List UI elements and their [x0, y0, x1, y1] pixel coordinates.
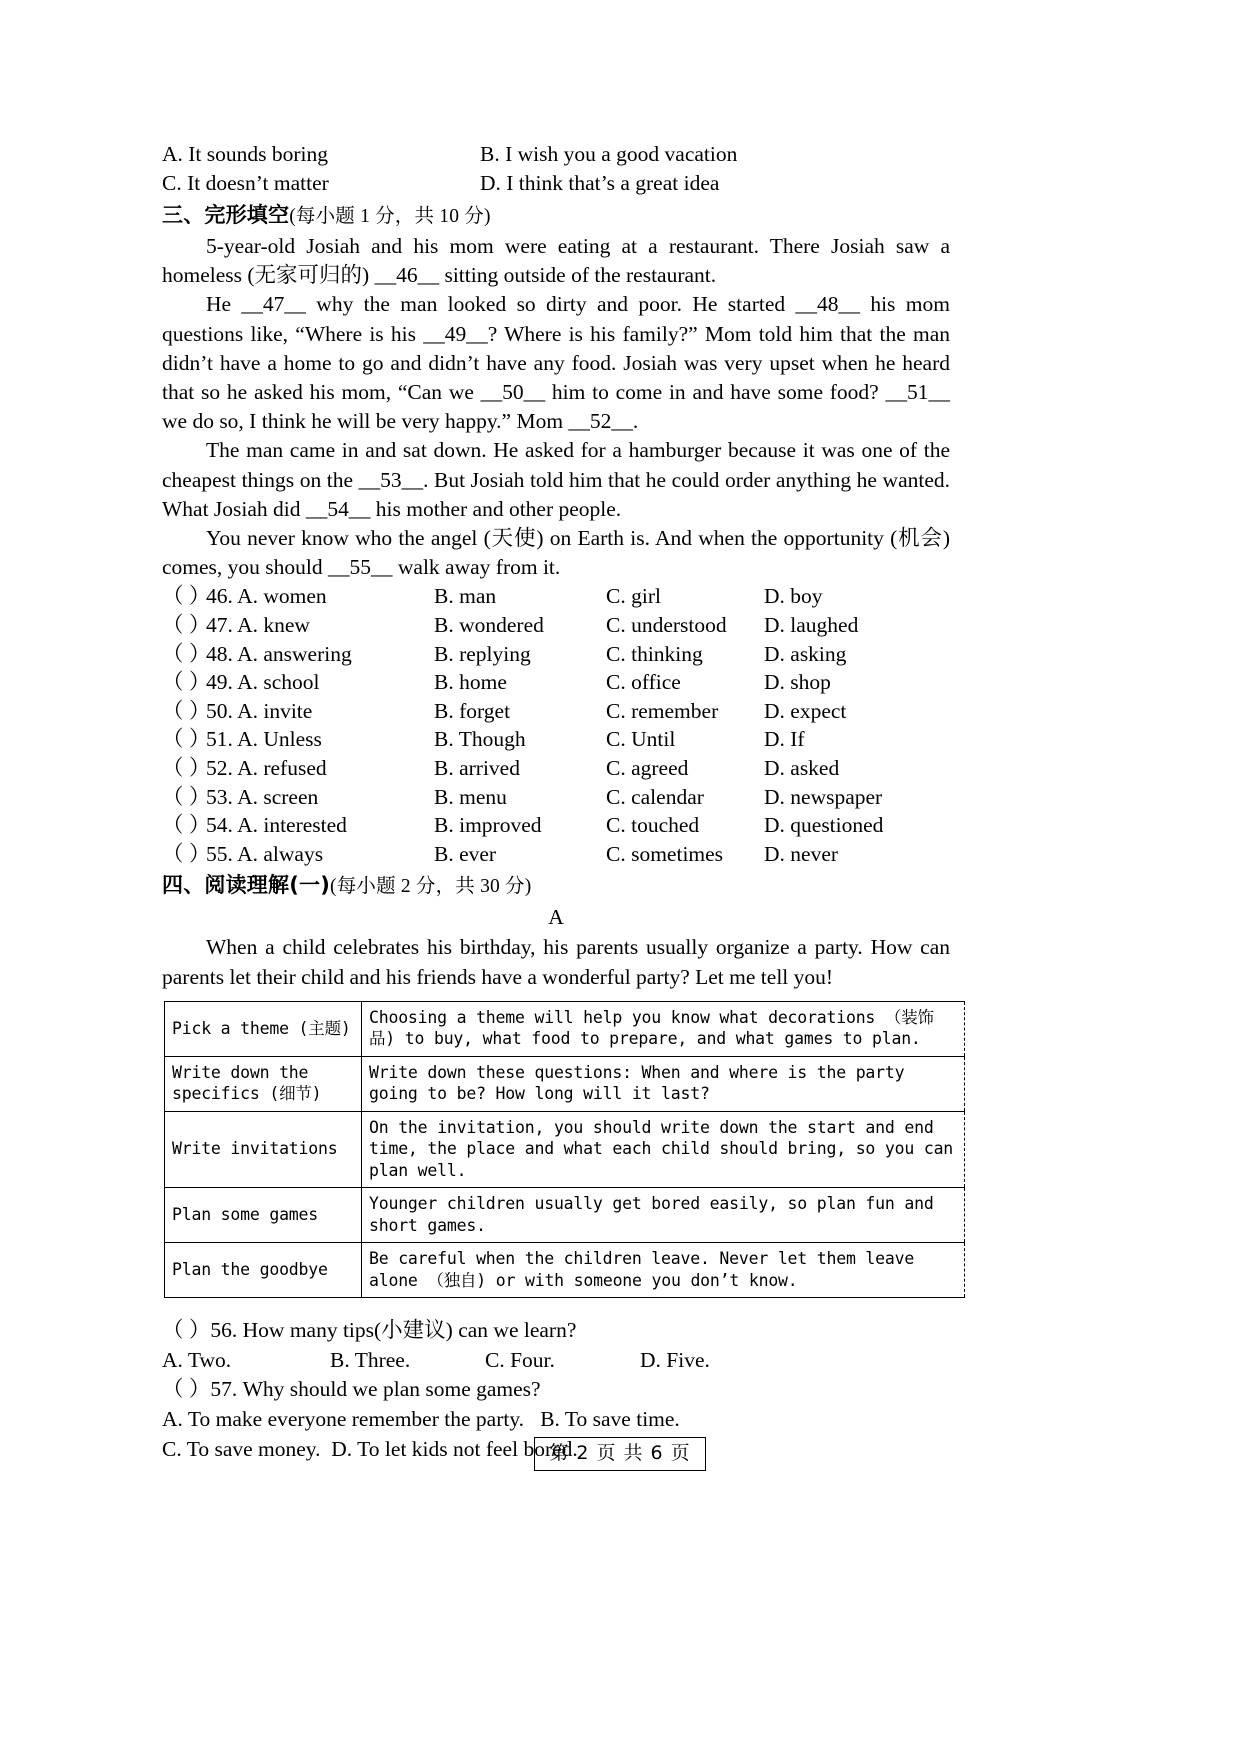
cloze-paragraph-1: 5-year-old Josiah and his mom were eating at a restaurant. There Josiah saw a homeless (无家可归的) __46__ sitting outside of the restaurant. — [162, 234, 950, 288]
answer-bracket[interactable]: （ ） — [162, 584, 211, 609]
choice-c[interactable]: C. touched — [606, 813, 700, 838]
section-heading-reading — [162, 870, 950, 902]
option-b[interactable]: B. To save time. — [540, 1407, 680, 1432]
cloze-choice-row[interactable] — [162, 783, 950, 812]
choice-b[interactable]: B. wondered — [434, 613, 544, 638]
choice-d[interactable]: D. If — [764, 727, 805, 752]
choice-a: 49. A. school — [206, 670, 320, 695]
option-a[interactable]: A. Two. — [162, 1347, 232, 1372]
question-stem: 56. How many tips(小建议) can we learn? — [210, 1318, 577, 1343]
answer-bracket[interactable]: （ ） — [162, 756, 211, 780]
choice-a: 54. A. interested — [206, 813, 347, 838]
page-footer — [0, 1437, 1240, 1471]
choice-d[interactable]: D. asked — [764, 756, 840, 780]
question-stem: 57. Why should we plan some games? — [210, 1377, 541, 1402]
choice-d[interactable]: D. boy — [764, 584, 823, 609]
cloze-paragraph-3: The man came in and sat down. He asked for a hamburger because it was one of the cheapest things on the __53__. But Josiah told him that he could order anything he wanted. What Josiah did __54__ his mother and other people. — [162, 438, 950, 521]
tip-detail: On the invitation, you should write down the start and end time, the place and what each child should bring, so you can plan well. — [362, 1111, 965, 1188]
reading-question-56-options[interactable] — [162, 1346, 950, 1376]
table-row — [165, 1111, 965, 1188]
option-a: A. It sounds boring — [162, 142, 329, 166]
tip-detail: Choosing a theme will help you know what decorations （装饰品) to buy, what food to prepare, and what games to plan. — [362, 1001, 965, 1056]
section-heading-cloze-score: (每小题 1 分，共 10 分) — [289, 206, 491, 227]
choice-b[interactable]: B. Though — [434, 727, 526, 752]
choice-c[interactable]: C. sometimes — [606, 841, 724, 866]
answer-bracket[interactable]: （ ） — [162, 670, 211, 695]
choice-c[interactable]: C. agreed — [606, 756, 689, 780]
tip-detail: Be careful when the children leave. Never let them leave alone （独自) or with someone you don’t know. — [362, 1243, 965, 1298]
choice-c[interactable]: C. office — [606, 670, 681, 695]
choice-d[interactable]: D. questioned — [764, 813, 884, 838]
option-c: C. It doesn’t matter — [162, 171, 329, 195]
choice-c[interactable]: C. girl — [606, 584, 661, 609]
answer-bracket[interactable]: （ ） — [162, 784, 211, 809]
cloze-choice-row[interactable] — [162, 840, 950, 869]
choice-b[interactable]: B. menu — [434, 784, 507, 809]
cloze-choice-row[interactable] — [162, 668, 950, 697]
passage-label-a: A — [548, 905, 564, 930]
cloze-choice-row[interactable] — [162, 611, 950, 640]
table-row — [165, 1056, 965, 1111]
cloze-choice-list — [162, 582, 950, 868]
answer-bracket[interactable]: （ ） — [162, 841, 211, 866]
page-content — [162, 140, 954, 1464]
page-number-label: 第 2 页 共 6 页 — [534, 1437, 705, 1471]
choice-a: 48. A. answering — [206, 641, 352, 666]
cloze-paragraph-2: He __47__ why the man looked so dirty and poor. He started __48__ his mom questions like, “Where is his __49__? Where is his family?” Mom told him that the man didn’t have a home to go and didn’t have any food. Josiah was very upset when he heard that so he asked his mom, “Can we __50__ him to come in and have some food? __51__ we do so, I think he will be very happy.” Mom __52__. — [162, 292, 950, 434]
option-a[interactable]: A. To make everyone remember the party. — [162, 1407, 525, 1432]
section-heading-reading-title: 四、阅读理解(一) — [162, 873, 330, 898]
choice-b[interactable]: B. arrived — [434, 756, 520, 780]
choice-d[interactable]: D. shop — [764, 670, 831, 695]
choice-d[interactable]: D. expect — [764, 698, 847, 723]
choice-a: 46. A. women — [206, 584, 327, 609]
option-c[interactable]: C. Four. — [485, 1347, 555, 1372]
reading-intro-paragraph: When a child celebrates his birthday, his parents usually organize a party. How can parents let their child and his friends have a wonderful party? Let me tell you! — [162, 935, 950, 989]
previous-section-option-row-1 — [162, 140, 950, 169]
choice-a: 52. A. refused — [206, 756, 327, 780]
cloze-choice-row[interactable] — [162, 725, 950, 754]
reading-question-57[interactable] — [162, 1375, 950, 1405]
answer-bracket[interactable]: （ ） — [162, 613, 211, 638]
table-row — [165, 1188, 965, 1243]
answer-bracket[interactable]: （ ） — [162, 727, 211, 752]
choice-a: 51. A. Unless — [206, 727, 322, 752]
tip-name: Plan some games — [165, 1188, 362, 1243]
tip-detail: Write down these questions: When and where is the party going to be? How long will it last? — [362, 1056, 965, 1111]
choice-a: 53. A. screen — [206, 784, 319, 809]
choice-c[interactable]: C. remember — [606, 698, 719, 723]
choice-b[interactable]: B. ever — [434, 841, 497, 866]
choice-b[interactable]: B. improved — [434, 813, 542, 838]
option-d: D. I think that’s a great idea — [480, 171, 720, 195]
cloze-choice-row[interactable] — [162, 640, 950, 669]
choice-b[interactable]: B. replying — [434, 641, 531, 666]
answer-bracket[interactable]: （ ） — [162, 1318, 211, 1343]
answer-bracket[interactable]: （ ） — [162, 1377, 211, 1402]
answer-bracket[interactable]: （ ） — [162, 641, 211, 666]
cloze-choice-row[interactable] — [162, 754, 950, 783]
tip-name: Write invitations — [165, 1111, 362, 1188]
option-c[interactable]: C. To save money. — [162, 1436, 321, 1461]
section-heading-cloze-title: 三、完形填空 — [162, 203, 290, 227]
section-heading-reading-score: (每小题 2 分，共 30 分) — [330, 876, 532, 898]
option-b[interactable]: B. Three. — [330, 1347, 411, 1372]
cloze-choice-row[interactable] — [162, 697, 950, 726]
choice-a: 55. A. always — [206, 841, 324, 866]
choice-b[interactable]: B. forget — [434, 698, 511, 723]
choice-d[interactable]: D. newspaper — [764, 784, 883, 809]
choice-c[interactable]: C. thinking — [606, 641, 703, 666]
answer-bracket[interactable]: （ ） — [162, 813, 211, 838]
reading-question-56[interactable] — [162, 1316, 950, 1346]
previous-section-option-row-2 — [162, 169, 950, 198]
choice-c[interactable]: C. Until — [606, 727, 676, 752]
tip-name: Write down the specifics (细节) — [165, 1056, 362, 1111]
choice-d[interactable]: D. never — [764, 841, 839, 866]
choice-c[interactable]: C. understood — [606, 613, 727, 638]
table-row — [165, 1243, 965, 1298]
tip-name: Plan the goodbye — [165, 1243, 362, 1298]
cloze-paragraph-4: You never know who the angel (天使) on Earth is. And when the opportunity (机会) comes, you should __55__ walk away from it. — [162, 526, 950, 580]
party-tips-table — [164, 1001, 965, 1299]
option-d[interactable]: D. Five. — [640, 1347, 710, 1372]
section-heading-cloze — [162, 200, 950, 232]
option-b: B. I wish you a good vacation — [480, 142, 738, 166]
choice-b[interactable]: B. man — [434, 584, 497, 609]
reading-question-57-options-row-1[interactable] — [162, 1405, 950, 1435]
choice-a: 50. A. invite — [206, 698, 313, 723]
answer-bracket[interactable]: （ ） — [162, 698, 211, 723]
choice-a: 47. A. knew — [206, 613, 310, 638]
cloze-choice-row[interactable] — [162, 811, 950, 840]
tip-detail: Younger children usually get bored easily, so plan fun and short games. — [362, 1188, 965, 1243]
option-d[interactable]: D. To let kids not feel bored. — [331, 1436, 578, 1461]
cloze-choice-row[interactable] — [162, 582, 950, 611]
choice-d[interactable]: D. laughed — [764, 613, 859, 638]
table-row — [165, 1001, 965, 1056]
choice-c[interactable]: C. calendar — [606, 784, 704, 809]
choice-b[interactable]: B. home — [434, 670, 507, 695]
choice-d[interactable]: D. asking — [764, 641, 847, 666]
tip-name: Pick a theme (主题) — [165, 1001, 362, 1056]
